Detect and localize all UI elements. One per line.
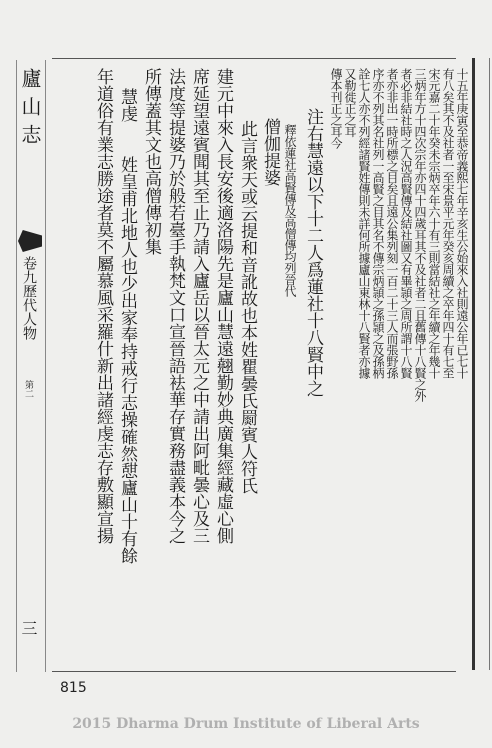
note-column: 注右慧遠以下十二人爲蓮社十八賢中之: [303, 108, 323, 397]
text-column-biography-1: 此言衆天或云提和音訛故也本姓瞿曇氏罽賓人符氏: [237, 120, 257, 494]
text-column-biography-6: 姓皇甫北地人也少出家奉持戒行志操確然憇廬山十有餘: [117, 156, 137, 564]
heading-monk-name-2: 慧虔: [117, 88, 137, 122]
watermark: 2015 Dharma Drum Institute of Liberal Arts: [72, 716, 420, 732]
frame-rule: [489, 58, 490, 670]
fish-tail-mark-icon: [18, 230, 42, 252]
text-column-biography-2: 建元中來入長安後適洛陽先是廬山慧遠翹勤妙典廣集經藏虛心側: [213, 68, 233, 544]
book-title: 廬山志: [18, 68, 42, 152]
heading-monk-name: 僧伽提婆: [260, 118, 280, 186]
text-column-biography-3: 席延望遠賓聞其至止乃請入廬岳以晉太元之中請出阿毗曇心及三: [189, 68, 209, 544]
text-block: [52, 58, 475, 670]
note-column-small: 釋依蓮社高賢傳及高僧傳均列晉代: [283, 124, 297, 297]
text-column-2: 有八矣其不及社者一至宋景平元年癸亥周續之卒年四十有七至: [441, 68, 455, 379]
text-column-10: 傳本刊正之耳今: [329, 68, 343, 149]
text-column-8: 詮七人亦不列經諸賢姓傳則未詳何所據廬山東林十八賢者亦據: [357, 68, 371, 379]
text-column-6: 者亦非出一時所標之目矣且遠公集列刻一百二十三人而張野孫: [385, 68, 399, 379]
text-column-7: 序亦不列其名社列一高賢之目其名不傳宗炳頴之孫頴之及孫柄: [371, 68, 385, 379]
text-column-9: 又勒徙正之耳: [343, 68, 357, 137]
page-number: 815: [60, 680, 87, 696]
text-column-biography-7: 年道俗有業志勝途者莫不屬慕風采羅什新出諸經虔志存敷顯宣揚: [93, 68, 113, 544]
text-column-biography-4: 法度等提婆乃於般若臺手執梵文口宣晉語袪華存實務盡義本今之: [165, 68, 185, 544]
volume-mark: 第二: [23, 380, 33, 398]
text-column-3: 宋元嘉二十年癸未宗炳卒年六十有三則當結社之年續之年幾十: [427, 68, 441, 379]
text-column-4: 三炳年方十四次宗年亦四十四歲耳其不及社者二且舊傳十八賢之外: [413, 68, 427, 402]
text-column-1: 十五年庚寅至恭帝義熙七年辛亥生公始來入社則遠公年已七十: [455, 68, 469, 379]
leaf-number: 三: [19, 620, 38, 636]
page-gutter: [16, 60, 46, 672]
text-column-biography-5: 所傳蓋其文也高僧傳初集: [141, 68, 161, 255]
chapter-title: 卷九歷代人物: [21, 256, 37, 340]
text-column-5: 者必非結社時之人況高賢傳及結社圖又有畢頴之周所謂十八賢: [399, 68, 413, 379]
